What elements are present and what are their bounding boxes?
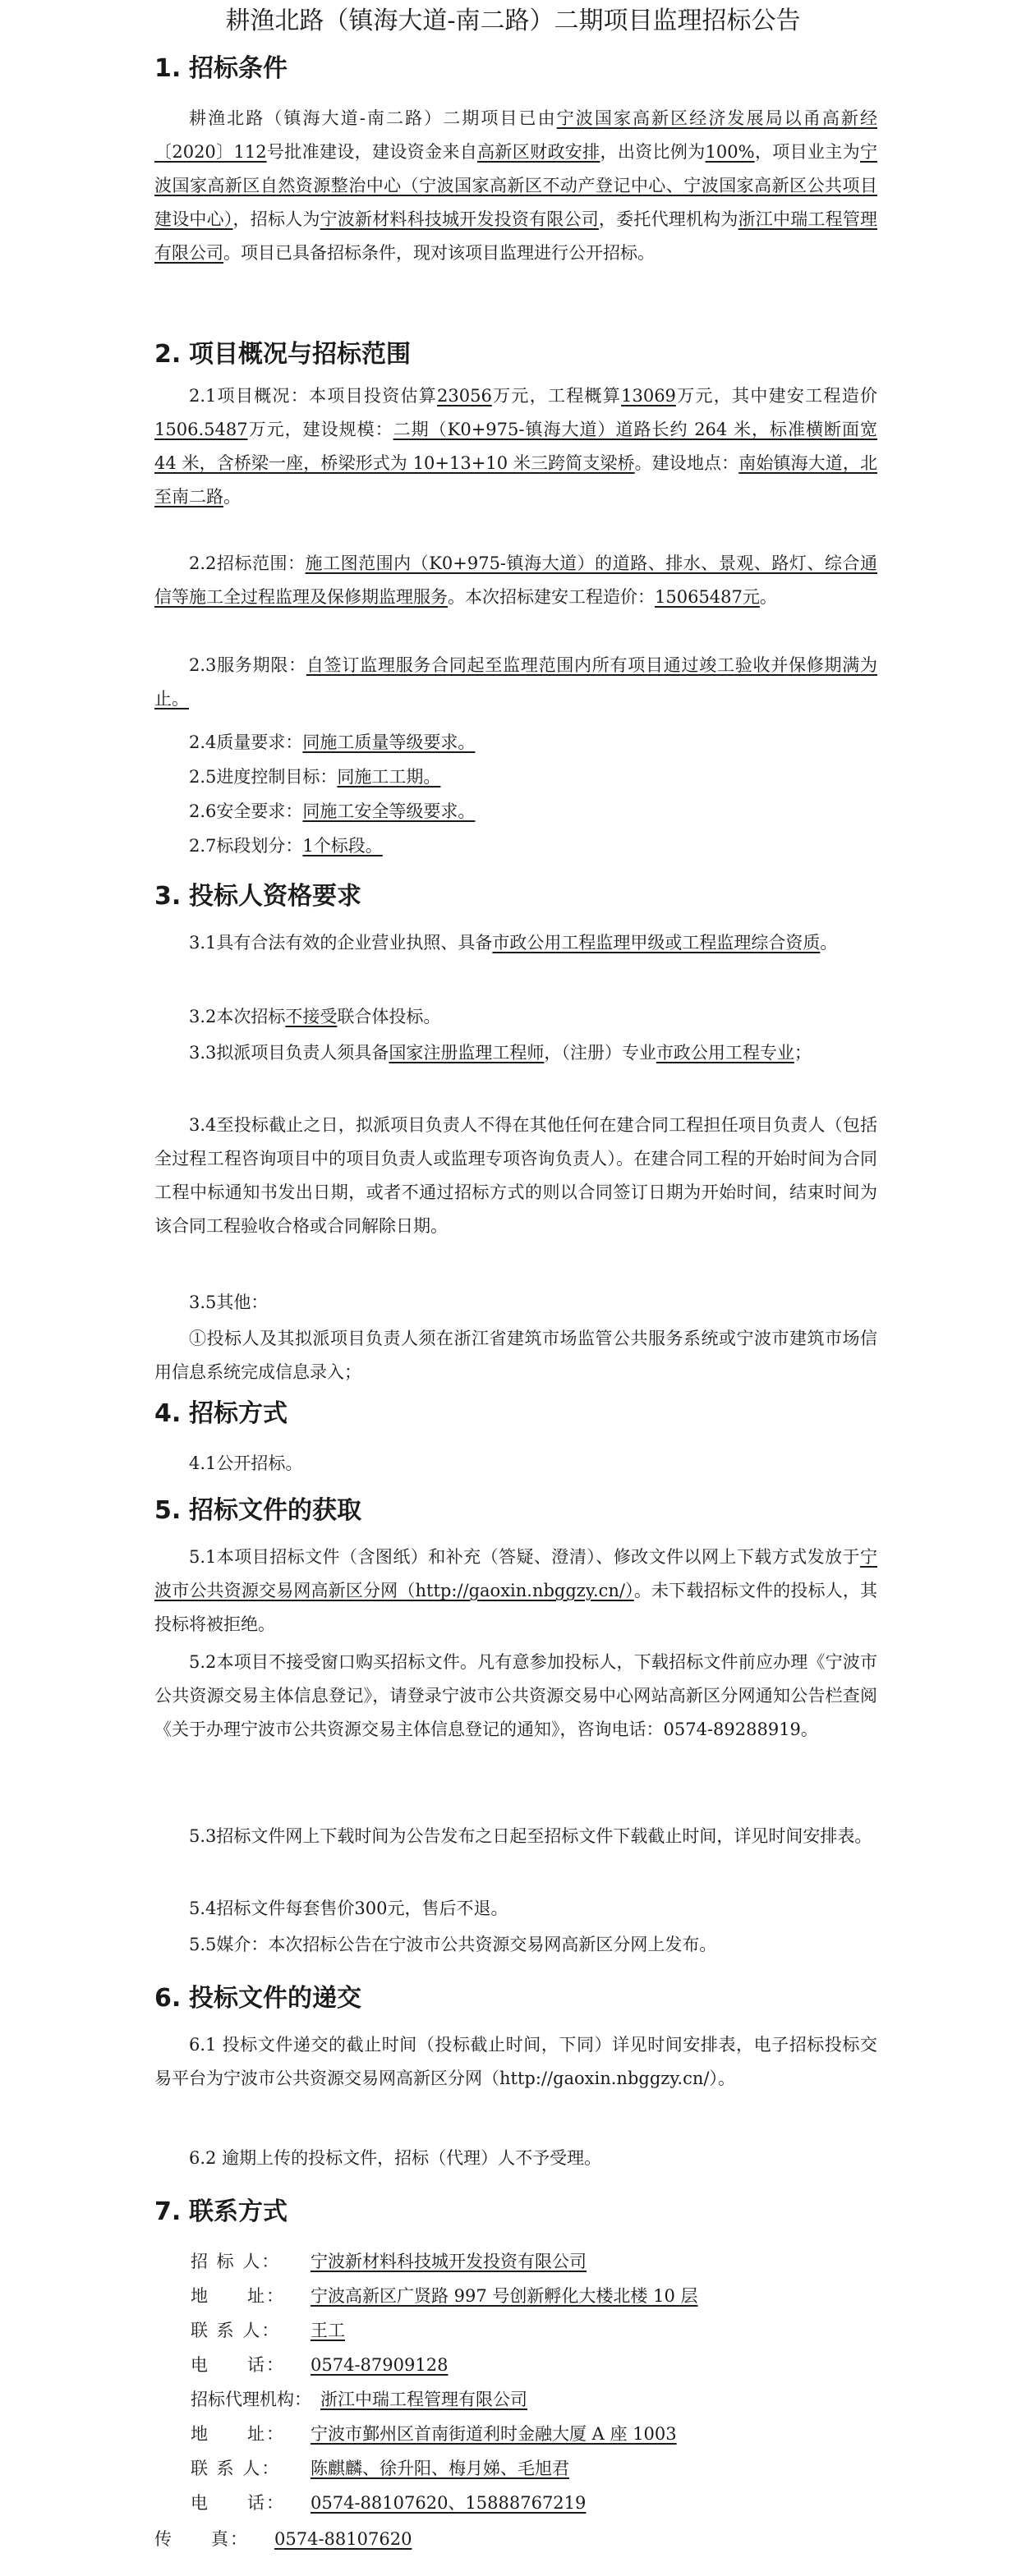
approval-doc: 宁波国家高新区经济发展局以甬高新经〔2020〕112 — [154, 108, 877, 162]
fund-ratio: 100% — [705, 142, 755, 162]
investment-estimate: 23056 — [437, 386, 492, 406]
section-4-heading — [154, 1396, 288, 1432]
consortium-rule: 不接受 — [285, 1007, 338, 1026]
qualification-3-4: 3.4至投标截止之日，拟派项目负责人不得在其他任何在建合同工程担任项目负责人（包括全过程工程咨询项目中的项目负责人或监理专项咨询负责人）。在建合同工程的开始时间为合同工程中标通知书发出日期，或者不通过招标方式的则以合同签订日期为开始时间，结束时间为该合同工程验收合格或合同解除日期。 — [154, 1115, 877, 1236]
bid-submission: 6.1 投标文件递交的截止时间（投标截止时间，下同）详见时间安排表，电子招标投标交易平台为宁波市公共资源交易网高新区分网（http://gaoxin.nbggzy.cn/）。 — [154, 2035, 877, 2088]
construction-cost: 1506.5487 — [154, 420, 248, 439]
section-5-title: 招标文件的获取 — [189, 1496, 361, 1525]
s2-text: 。本次招标建安工程造价： — [448, 587, 655, 607]
section-7-title: 联系方式 — [189, 2197, 288, 2226]
qualification-3-5: 3.5其他： — [189, 1293, 269, 1312]
contact-label: 电 话： — [191, 2355, 285, 2375]
s1-text: ，招标人为 — [232, 209, 320, 229]
late-submission: 6.2 逾期上传的投标文件，招标（代理）人不予受理。 — [189, 2148, 602, 2168]
section-3-heading — [154, 879, 361, 915]
construction-scale: 二期（K0+975-镇海大道）道路长约 264 米，标准横断面宽 44 米，含桥梁一座，桥梁形式为 10+13+10 米三跨简支梁桥 — [154, 420, 878, 473]
s3-text: ，（注册）专业 — [544, 1043, 656, 1063]
section-5-heading — [154, 1493, 361, 1529]
s2-text: 2.6安全要求： — [189, 801, 303, 821]
section-1-number: 1. — [154, 54, 182, 83]
contact-value: 陈麒麟、徐升阳、梅月娣、毛旭君 — [311, 2459, 569, 2478]
contact-label: 联 系 人： — [191, 2459, 281, 2478]
s2-text: 2.2招标范围： — [189, 553, 306, 573]
s3-text: 。 — [820, 933, 838, 953]
s1-text: 耕渔北路（镇海大道-南二路）二期项目已由 — [189, 108, 557, 128]
lot-division — [154, 829, 877, 863]
contact-tenderer — [191, 2245, 587, 2278]
s1-text: ，委托代理机构为 — [598, 209, 738, 229]
section-1-title: 招标条件 — [189, 54, 288, 83]
s2-text: 2.3服务期限： — [189, 655, 306, 675]
contact-agency — [191, 2383, 527, 2416]
tenderer-name: 宁波新材料科技城开发投资有限公司 — [320, 209, 599, 229]
s2-text: 2.7标段划分： — [189, 836, 303, 856]
s5-text: 。未下载招标文件的投标人，其投标将被拒绝。 — [154, 1581, 878, 1634]
s1-text: ，项目业主为 — [754, 142, 861, 162]
contact-tenderer-address — [191, 2280, 698, 2312]
contact-label: 招 标 人： — [191, 2252, 281, 2271]
section-6-title: 投标文件的递交 — [189, 1984, 361, 2013]
section-4-number: 4. — [154, 1399, 182, 1428]
contact-tenderer-phone — [191, 2349, 448, 2381]
s1-text: 号批准建设，建设资金来自 — [266, 142, 478, 162]
engineer-certificate: 国家注册监理工程师 — [389, 1043, 545, 1063]
section-6-heading — [154, 1981, 361, 2017]
contact-agency-fax — [154, 2523, 412, 2555]
s3-text: 联合体投标。 — [337, 1007, 441, 1026]
s2-text: 2.4质量要求： — [189, 732, 303, 752]
section-2-number: 2. — [154, 340, 182, 369]
download-period: 5.3招标文件网上下载时间为公告发布之日起至招标文件下载截止时间，详见时间安排表。 — [189, 1826, 872, 1846]
registration-notice: 5.2本项目不接受窗口购买招标文件。凡有意参加投标人，下载招标文件前应办理《宁波市公共资源交易主体信息登记》，请登录宁波市公共资源交易中心网站高新区分网通知公告栏查阅《关于办理宁波市公共资源交易主体信息登记的通知》，咨询电话：0574-89288919。 — [154, 1652, 877, 1739]
s2-text: 万元，建设规模： — [247, 420, 393, 439]
scope-detail: 施工图范围内（K0+975-镇海大道）的道路、排水、景观、路灯、综合通信等施工全过程监理及保修期监理服务 — [154, 553, 877, 607]
tender-method: 4.1公开招标。 — [189, 1453, 303, 1473]
safety-requirement — [154, 795, 877, 829]
s2-text: 万元，工程概算 — [491, 386, 622, 406]
section-7-heading — [154, 2194, 288, 2230]
contact-value: 0574-87909128 — [311, 2355, 449, 2375]
s5-text: 5.1本项目招标文件（含图纸）和补充（答疑、澄清）、修改文件以网上下载方式发放于 — [189, 1547, 860, 1567]
qualification-3-5-1: ①投标人及其拟派项目负责人须在浙江省建筑市场监管公共服务系统或宁波市建筑市场信用信息系统完成信息录入； — [154, 1329, 877, 1382]
document-price: 5.4招标文件每套售价300元，售后不退。 — [189, 1899, 508, 1918]
construction-site: 南始镇海大道，北至南二路 — [154, 453, 878, 507]
contact-value: 宁波市鄞州区首南街道利时金融大厦 A 座 1003 — [311, 2424, 677, 2444]
contact-label: 招标代理机构： — [191, 2390, 311, 2409]
s1-text: 。项目已具备招标条件，现对该项目监理进行公开招标。 — [223, 243, 655, 263]
contact-value: 宁波高新区广贤路 997 号创新孵化大楼北楼 10 层 — [311, 2286, 698, 2306]
tender-construction-cost: 15065487 — [655, 587, 743, 607]
download-site-link[interactable]: 宁波市公共资源交易网高新区分网（http://gaoxin.nbggzy.cn/） — [154, 1547, 877, 1600]
contact-value: 浙江中瑞工程管理有限公司 — [320, 2390, 527, 2409]
section-7-number: 7. — [154, 2197, 182, 2226]
s2-text: 。建设地点： — [634, 453, 739, 473]
safety-value: 同施工安全等级要求。 — [302, 801, 476, 821]
publication-media: 5.5媒介：本次招标公告在宁波市公共资源交易网高新区分网上发布。 — [189, 1935, 717, 1954]
tender-scope — [154, 547, 877, 614]
s1-text: ，出资比例为 — [600, 142, 706, 162]
section-3-number: 3. — [154, 882, 182, 911]
section-6-number: 6. — [154, 1984, 182, 2013]
section-5-number: 5. — [154, 1496, 182, 1525]
contact-agency-phone — [191, 2486, 586, 2519]
s3-text: ； — [794, 1043, 812, 1063]
fund-source: 高新区财政安排 — [477, 142, 600, 162]
section-2-title: 项目概况与招标范围 — [189, 340, 411, 369]
service-period-value: 自签订监理服务合同起至监理范围内所有项目通过竣工验收并保修期满为止。 — [154, 655, 877, 709]
s3-text: 3.1具有合法有效的企业营业执照、具备 — [189, 933, 493, 953]
project-overview — [154, 379, 877, 514]
s3-text: 3.2本次招标 — [189, 1007, 286, 1026]
contact-value: 宁波新材料科技城开发投资有限公司 — [311, 2252, 587, 2271]
s2-text: 。 — [759, 587, 777, 607]
quality-value: 同施工质量等级要求。 — [302, 732, 476, 752]
project-owner: 宁波国家高新区自然资源整治中心（宁波国家高新区不动产登记中心、宁波国家高新区公共项目建设中心） — [154, 142, 878, 229]
service-period — [154, 649, 877, 716]
contact-value: 0574-88107620、15888767219 — [311, 2493, 587, 2513]
section-1-paragraph — [154, 102, 877, 270]
schedule-value: 同施工工期。 — [337, 767, 441, 787]
s3-text: 3.3拟派项目负责人须具备 — [189, 1043, 389, 1063]
engineer-specialty: 市政公用工程专业 — [656, 1043, 794, 1063]
contact-label: 地 址： — [191, 2424, 285, 2444]
contact-value: 0574-88107620 — [274, 2529, 412, 2549]
section-2-heading — [154, 337, 411, 373]
contact-tenderer-person — [191, 2314, 345, 2347]
lot-value: 1个标段。 — [302, 836, 383, 856]
required-qualification: 市政公用工程监理甲级或工程监理综合资质 — [492, 933, 821, 953]
contact-label: 电 话： — [191, 2493, 285, 2513]
contact-label: 地 址： — [191, 2286, 285, 2306]
qualification-3-1 — [154, 926, 877, 960]
contact-agency-person — [191, 2452, 569, 2485]
page-title: 耕渔北路（镇海大道-南二路）二期项目监理招标公告 — [225, 7, 801, 35]
section-1-heading — [154, 51, 288, 87]
quality-requirement — [154, 726, 877, 760]
schedule-target — [154, 760, 877, 794]
contact-label: 联 系 人： — [191, 2321, 281, 2340]
s2-text: 万元，其中建安工程造价 — [675, 386, 878, 406]
budget-estimate: 13069 — [621, 386, 676, 406]
contact-label: 传 真： — [154, 2529, 249, 2549]
s2-text: 2.1项目概况：本项目投资估算 — [189, 386, 438, 406]
section-3-title: 投标人资格要求 — [189, 882, 361, 911]
contact-value: 王工 — [311, 2321, 345, 2340]
contact-agency-address — [191, 2418, 677, 2450]
document-download — [154, 1541, 877, 1642]
qualification-3-2 — [154, 1000, 877, 1034]
currency-unit: 元 — [742, 587, 760, 607]
s2-text: 2.5进度控制目标： — [189, 767, 338, 787]
agency-name: 浙江中瑞工程管理有限公司 — [154, 209, 878, 263]
s2-text: 。 — [223, 487, 241, 507]
qualification-3-3 — [154, 1036, 877, 1070]
section-4-title: 招标方式 — [189, 1399, 288, 1428]
